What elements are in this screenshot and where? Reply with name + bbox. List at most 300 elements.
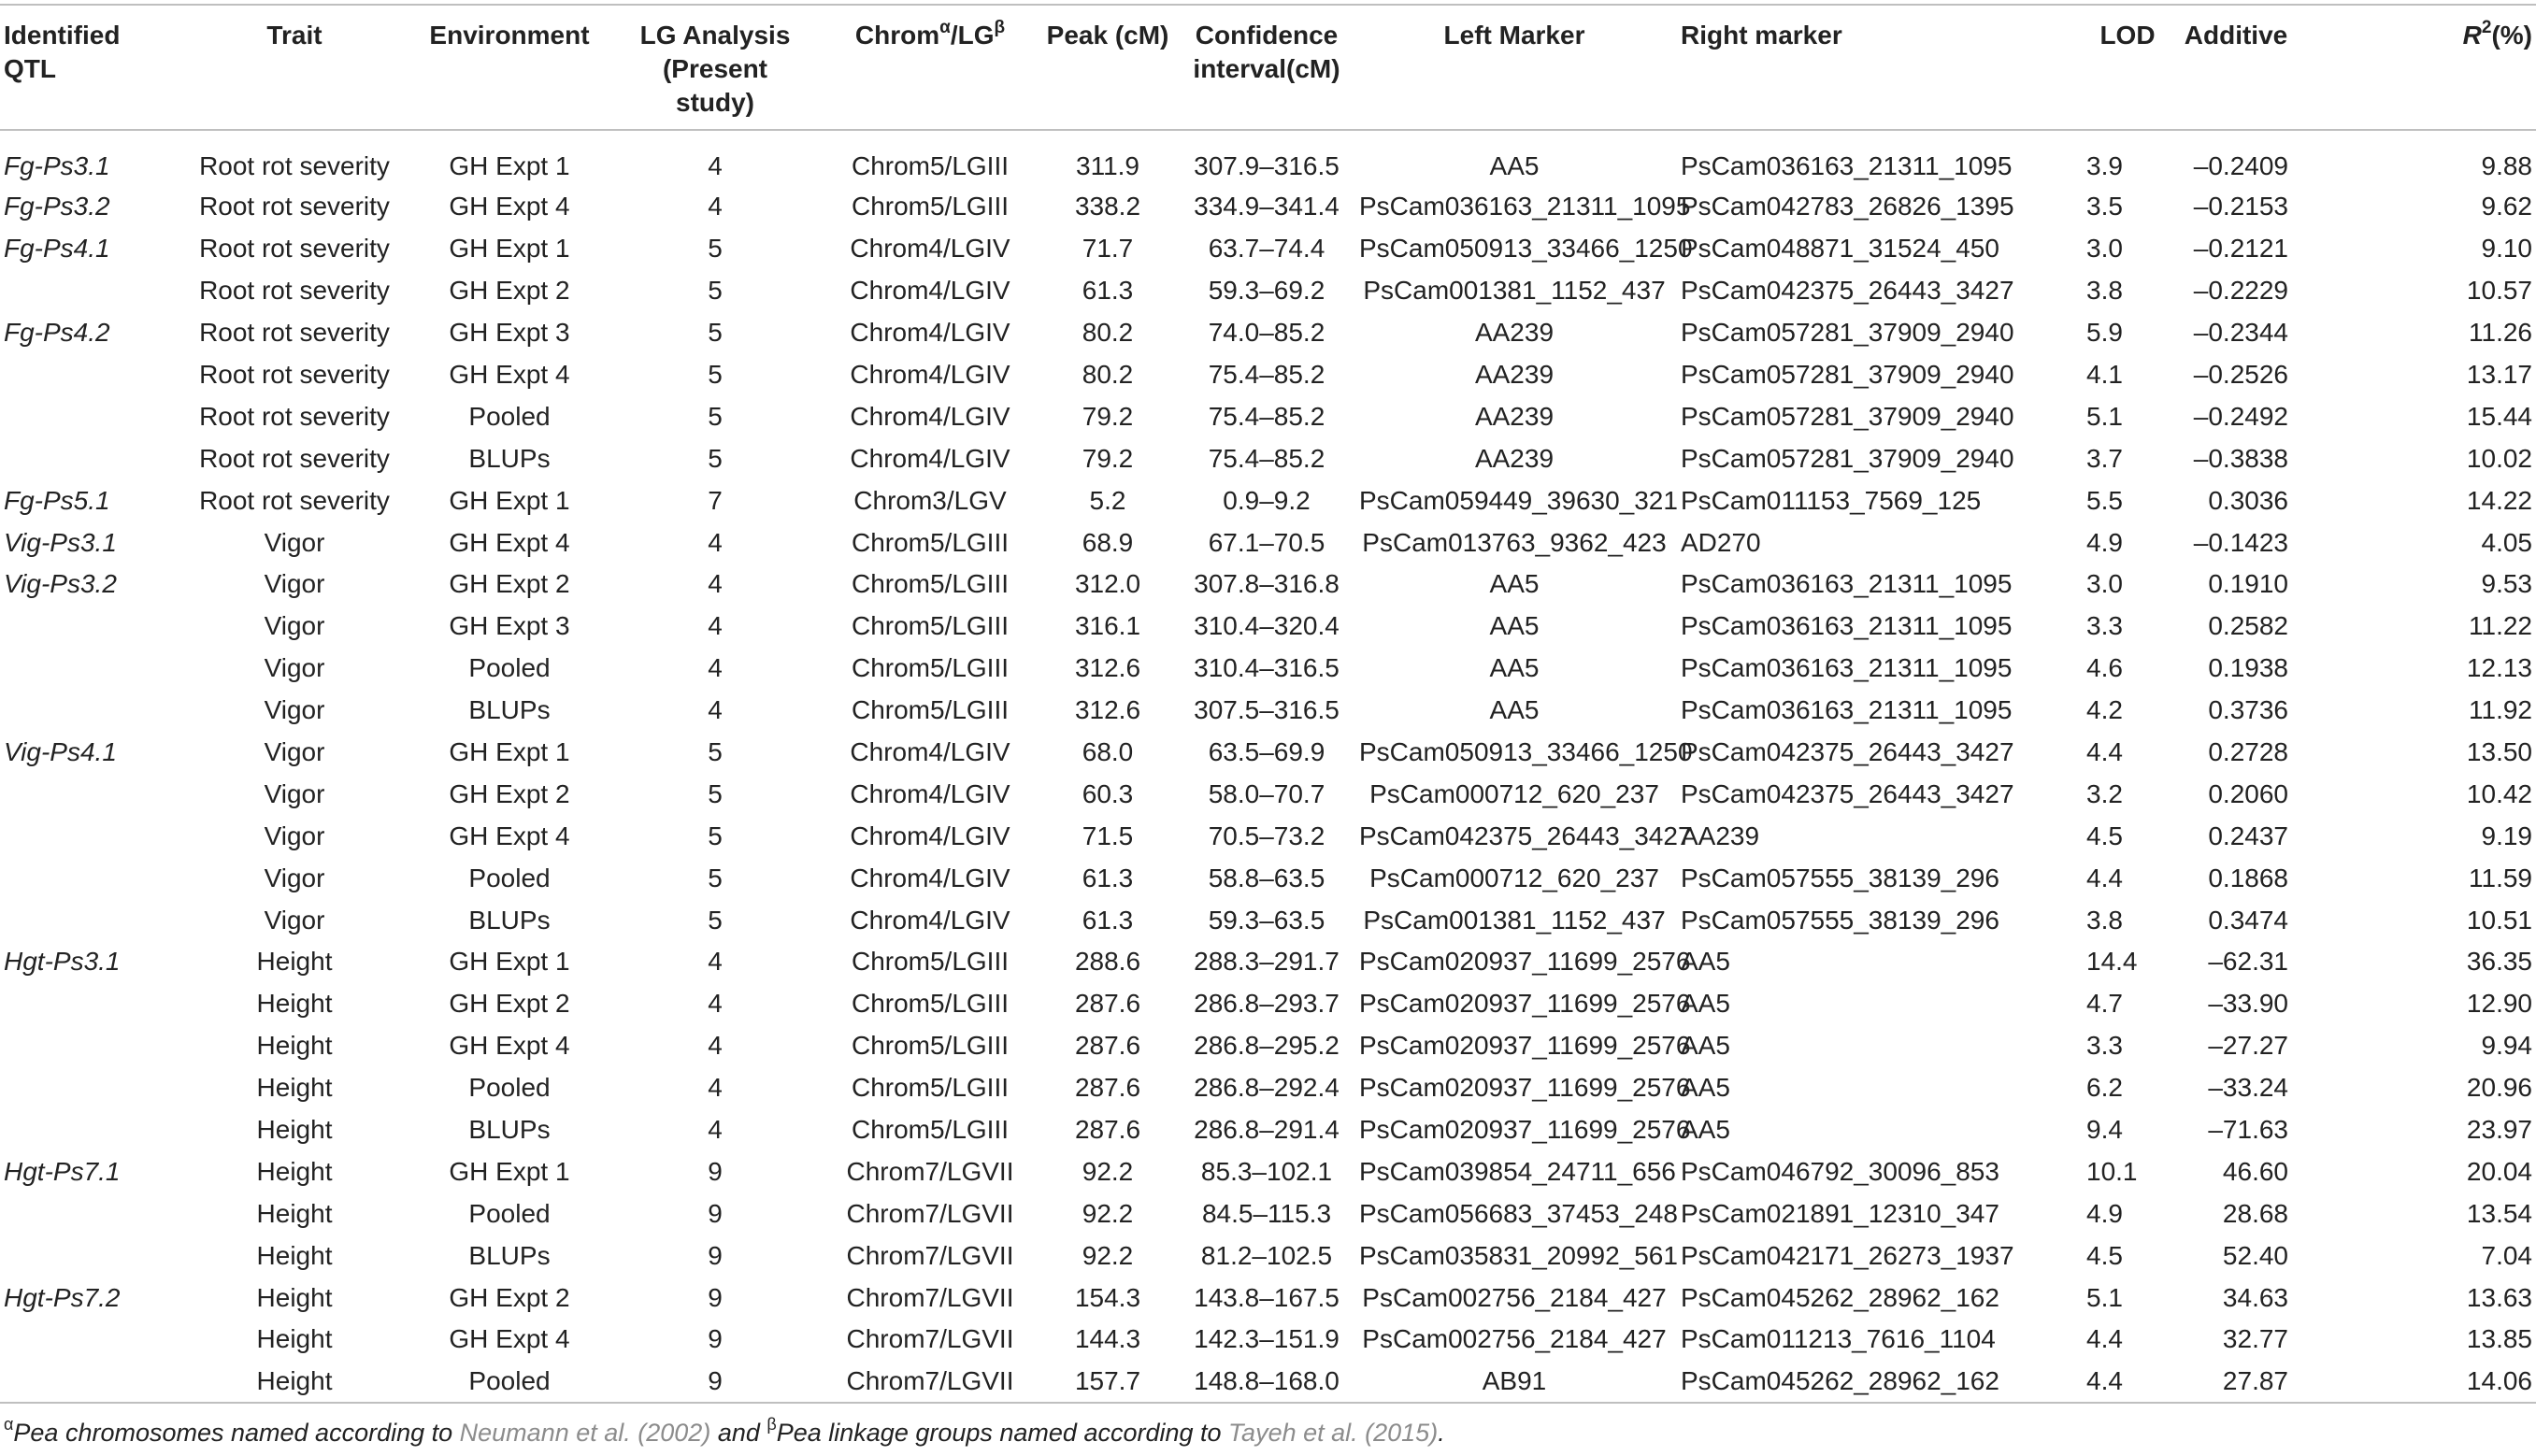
cell-environment: GH Expt 2 (449, 276, 570, 306)
qtl-table (0, 4, 2536, 1404)
cell-confidence-interval: 58.8–63.5 (1208, 863, 1325, 892)
cell-qtl: Fg-Ps3.1 (4, 150, 110, 180)
cell-qtl (0, 648, 178, 690)
cell-peak: 61.3 (1082, 276, 1134, 306)
cell-lod: 5.1 (2086, 1282, 2123, 1312)
cell-qtl (0, 773, 178, 815)
cell-peak: 71.7 (1082, 234, 1134, 264)
table-row (0, 690, 2536, 732)
cell-r2: 13.85 (2466, 1324, 2532, 1354)
cell-additive: 0.2437 (2208, 821, 2288, 850)
cell-peak: 79.2 (1082, 443, 1134, 473)
cell-environment: GH Expt 2 (449, 1282, 570, 1312)
cell-additive: 32.77 (2222, 1324, 2288, 1354)
cell-environment: GH Expt 4 (449, 821, 570, 850)
header-peak: Peak (cM) (1038, 5, 1178, 130)
table-row (0, 773, 2536, 815)
cell-right-marker: PsCam057555_38139_296 (1681, 863, 1999, 892)
table-row (0, 1025, 2536, 1067)
cell-chrom-lg: Chrom5/LGIII (851, 653, 1010, 683)
cell-right-marker: PsCam042375_26443_3427 (1681, 276, 2014, 306)
table-body (0, 130, 2536, 1403)
cell-lg-analysis: 4 (708, 611, 723, 641)
cell-right-marker: PsCam036163_21311_1095 (1681, 569, 2013, 599)
cell-left-marker: PsCam001381_1152_437 (1363, 276, 1666, 306)
cell-chrom-lg: Chrom5/LGIII (851, 569, 1010, 599)
cell-r2: 7.04 (2481, 1240, 2532, 1270)
table-footnote: $^\alpha$Pea chromosomes named according to Neumann et al. (2002) and $^\beta$Pea linkage groups named according to Tayeh et al. (2015). (4, 1415, 1445, 1447)
cell-right-marker: PsCam042375_26443_3427 (1681, 778, 2014, 808)
cell-lod: 5.9 (2086, 318, 2123, 348)
cell-lod: 5.1 (2086, 401, 2123, 431)
cell-trait: Root rot severity (199, 192, 390, 221)
cell-qtl (0, 1025, 178, 1067)
cell-r2: 4.05 (2481, 527, 2532, 557)
cell-right-marker: AA5 (1681, 1115, 1730, 1145)
cell-additive: –0.2121 (2193, 234, 2288, 264)
table-row (0, 606, 2536, 648)
cell-additive: 0.3036 (2208, 485, 2288, 515)
cell-chrom-lg: Chrom7/LGVII (846, 1156, 1014, 1186)
table-row (0, 354, 2536, 396)
cell-r2: 14.22 (2466, 485, 2532, 515)
cell-r2: 9.62 (2481, 192, 2532, 221)
table-row (0, 228, 2536, 270)
cell-trait: Height (256, 1324, 333, 1354)
cell-confidence-interval: 142.3–151.9 (1194, 1324, 1340, 1354)
cell-environment: BLUPs (468, 1115, 551, 1145)
cell-chrom-lg: Chrom4/LGIV (850, 821, 1010, 850)
table-row (0, 1361, 2536, 1403)
cell-r2: 13.54 (2466, 1198, 2532, 1228)
cell-right-marker: AA5 (1681, 989, 1730, 1019)
cell-lg-analysis: 4 (708, 150, 723, 180)
cell-chrom-lg: Chrom5/LGIII (851, 527, 1010, 557)
cell-environment: GH Expt 1 (449, 947, 570, 977)
cell-trait: Root rot severity (199, 485, 390, 515)
header-trait: Trait (178, 5, 411, 130)
cell-lod: 9.4 (2086, 1115, 2123, 1145)
cell-additive: –0.2492 (2193, 401, 2288, 431)
cell-confidence-interval: 70.5–73.2 (1208, 821, 1325, 850)
cell-peak: 157.7 (1038, 1361, 1178, 1403)
cell-trait: Root rot severity (199, 401, 390, 431)
cell-lg-analysis: 5 (708, 863, 723, 892)
cell-qtl (0, 395, 178, 437)
cell-environment: GH Expt 1 (449, 1156, 570, 1186)
cell-additive: –0.2526 (2193, 360, 2288, 389)
cell-additive: 0.2582 (2208, 611, 2288, 641)
cell-peak: 68.0 (1082, 737, 1134, 767)
cell-chrom-lg: Chrom4/LGIV (850, 401, 1010, 431)
cell-trait: Height (256, 947, 333, 977)
table-row (0, 1277, 2536, 1319)
cell-lg-analysis: 4 (708, 192, 723, 221)
table-row (0, 270, 2536, 312)
header-additive: Additive (2171, 5, 2301, 130)
cell-peak: 312.6 (1074, 695, 1141, 725)
cell-lod: 4.5 (2086, 821, 2123, 850)
cell-r2: 20.04 (2466, 1156, 2532, 1186)
cell-environment: Pooled (468, 653, 551, 683)
cell-environment: GH Expt 3 (449, 318, 570, 348)
cell-peak: 79.2 (1082, 401, 1134, 431)
cell-lod: 3.5 (2086, 192, 2123, 221)
cell-trait: Vigor (264, 569, 325, 599)
cell-environment: GH Expt 2 (449, 989, 570, 1019)
cell-confidence-interval: 307.8–316.8 (1194, 569, 1340, 599)
cell-peak: 80.2 (1082, 360, 1134, 389)
table-row (0, 648, 2536, 690)
cell-right-marker: PsCam011213_7616_1104 (1681, 1324, 1996, 1354)
cell-additive: 0.1868 (2208, 863, 2288, 892)
table-row (0, 1192, 2536, 1235)
cell-right-marker: PsCam021891_12310_347 (1681, 1198, 1999, 1228)
cell-lg-analysis: 5 (708, 778, 723, 808)
cell-lg-analysis: 4 (708, 1115, 723, 1145)
cell-qtl (0, 437, 178, 479)
cell-r2: 13.17 (2466, 360, 2532, 389)
cell-confidence-interval: 74.0–85.2 (1208, 318, 1325, 348)
cell-lod: 4.7 (2086, 989, 2123, 1019)
cell-right-marker: AD270 (1681, 527, 1761, 557)
cell-left-marker: PsCam002756_2184_427 (1362, 1282, 1667, 1312)
cell-lg-analysis: 4 (708, 1073, 723, 1103)
cell-environment: GH Expt 1 (449, 737, 570, 767)
cell-confidence-interval: 63.7–74.4 (1208, 234, 1325, 264)
cell-lod: 4.9 (2086, 527, 2123, 557)
cell-left-marker: AA5 (1489, 653, 1540, 683)
table-row (0, 1319, 2536, 1361)
reference-link-tayeh[interactable]: Tayeh et al. (2015) (1228, 1419, 1439, 1447)
cell-trait: Root rot severity (199, 443, 390, 473)
cell-lg-analysis: 5 (708, 905, 723, 935)
cell-left-marker: PsCam020937_11699_2576 (1359, 947, 1691, 977)
cell-lg-analysis: 4 (708, 527, 723, 557)
cell-lg-analysis: 4 (708, 653, 723, 683)
cell-chrom-lg: Chrom4/LGIV (850, 905, 1010, 935)
cell-r2: 10.42 (2466, 778, 2532, 808)
cell-right-marker: PsCam042375_26443_3427 (1681, 737, 2014, 767)
cell-additive: 34.63 (2222, 1282, 2288, 1312)
cell-trait: Vigor (264, 778, 325, 808)
cell-left-marker: PsCam020937_11699_2576 (1359, 1031, 1691, 1061)
cell-left-marker: PsCam020937_11699_2576 (1359, 1073, 1691, 1103)
cell-r2: 15.44 (2466, 401, 2532, 431)
cell-qtl (0, 690, 178, 732)
cell-peak: 80.2 (1082, 318, 1134, 348)
cell-lod: 4.2 (2086, 695, 2123, 725)
cell-trait: Root rot severity (199, 234, 390, 264)
cell-lod: 4.1 (2086, 360, 2123, 389)
cell-right-marker: PsCam048871_31524_450 (1681, 234, 1999, 264)
cell-chrom-lg: Chrom4/LGIV (850, 234, 1010, 264)
header-identified-qtl: Identified QTL (0, 5, 178, 130)
cell-confidence-interval: 286.8–295.2 (1194, 1031, 1340, 1061)
cell-confidence-interval: 0.9–9.2 (1223, 485, 1311, 515)
cell-additive: –62.31 (2208, 947, 2288, 977)
cell-confidence-interval: 288.3–291.7 (1194, 947, 1340, 977)
cell-trait: Root rot severity (199, 360, 390, 389)
cell-confidence-interval: 81.2–102.5 (1200, 1240, 1333, 1270)
cell-confidence-interval: 75.4–85.2 (1208, 401, 1325, 431)
cell-environment: GH Expt 4 (449, 1031, 570, 1061)
cell-trait: Root rot severity (199, 276, 390, 306)
cell-left-marker: AA239 (1474, 401, 1555, 431)
cell-trait: Vigor (264, 695, 325, 725)
table-row (0, 521, 2536, 564)
cell-qtl: Hgt-Ps7.1 (4, 1156, 121, 1186)
cell-right-marker: PsCam036163_21311_1095 (1681, 150, 2013, 180)
cell-r2: 11.26 (2469, 318, 2532, 348)
cell-right-marker: PsCam045262_28962_162 (1673, 1361, 2085, 1403)
cell-environment: BLUPs (468, 1240, 551, 1270)
cell-peak: 287.6 (1074, 989, 1141, 1019)
cell-additive: –27.27 (2208, 1031, 2288, 1061)
cell-right-marker: PsCam057281_37909_2940 (1681, 318, 2014, 348)
header-lg-analysis: LG Analysis (Present study) (608, 5, 823, 130)
cell-trait: Height (256, 1282, 333, 1312)
cell-qtl: Vig-Ps3.2 (4, 569, 117, 599)
cell-chrom-lg: Chrom5/LGIII (851, 1031, 1010, 1061)
cell-lod: 4.5 (2086, 1240, 2123, 1270)
cell-left-marker: PsCam050913_33466_1250 (1359, 737, 1693, 767)
table-row (0, 437, 2536, 479)
cell-qtl (0, 354, 178, 396)
cell-chrom-lg: Chrom5/LGIII (851, 611, 1010, 641)
cell-additive: 46.60 (2222, 1156, 2288, 1186)
cell-environment: Pooled (468, 863, 551, 892)
table-row (0, 1235, 2536, 1277)
table-header-row (0, 5, 2536, 130)
cell-left-marker: AA5 (1489, 150, 1540, 180)
cell-peak: 312.0 (1074, 569, 1141, 599)
cell-right-marker: PsCam045262_28962_162 (1681, 1282, 1999, 1312)
cell-qtl (0, 983, 178, 1025)
cell-environment: Pooled (411, 1361, 608, 1403)
cell-left-marker: AA239 (1474, 360, 1555, 389)
cell-qtl (0, 815, 178, 857)
cell-r2: 13.50 (2466, 737, 2532, 767)
cell-chrom-lg: Chrom4/LGIV (850, 276, 1010, 306)
cell-lg-analysis: 9 (708, 1198, 723, 1228)
cell-right-marker: PsCam057281_37909_2940 (1681, 401, 2014, 431)
cell-environment: Pooled (468, 401, 551, 431)
cell-trait: Vigor (264, 737, 325, 767)
cell-lod: 3.7 (2086, 443, 2123, 473)
cell-lod: 4.4 (2086, 863, 2123, 892)
cell-trait: Vigor (264, 821, 325, 850)
cell-lg-analysis: 5 (708, 443, 723, 473)
cell-chrom-lg: Chrom5/LGIII (851, 1073, 1010, 1103)
cell-right-marker: AA239 (1681, 821, 1760, 850)
cell-peak: 338.2 (1074, 192, 1141, 221)
cell-left-marker: AA5 (1489, 695, 1540, 725)
cell-qtl: Vig-Ps3.1 (4, 527, 117, 557)
cell-qtl: Fg-Ps4.2 (4, 318, 110, 348)
cell-chrom-lg: Chrom3/LGV (853, 485, 1007, 515)
cell-qtl (0, 1361, 178, 1403)
cell-lg-analysis: 5 (708, 401, 723, 431)
cell-qtl (0, 606, 178, 648)
cell-additive: –0.2229 (2193, 276, 2288, 306)
cell-trait: Height (178, 1361, 411, 1403)
cell-lg-analysis: 4 (708, 989, 723, 1019)
cell-confidence-interval: 310.4–320.4 (1194, 611, 1340, 641)
cell-lod: 6.2 (2086, 1073, 2123, 1103)
cell-additive: 0.1938 (2208, 653, 2288, 683)
cell-confidence-interval: 286.8–291.4 (1194, 1115, 1340, 1145)
cell-left-marker: AA5 (1489, 611, 1540, 641)
cell-left-marker: PsCam000712_620_237 (1369, 778, 1659, 808)
cell-r2: 11.22 (2469, 611, 2532, 641)
cell-left-marker: PsCam056683_37453_248 (1359, 1198, 1678, 1228)
cell-r2: 9.19 (2481, 821, 2532, 850)
cell-peak: 287.6 (1074, 1115, 1141, 1145)
table-row (0, 479, 2536, 521)
cell-environment: GH Expt 4 (449, 1324, 570, 1354)
cell-peak: 92.2 (1082, 1156, 1134, 1186)
cell-environment: BLUPs (468, 695, 551, 725)
cell-r2: 11.59 (2469, 863, 2532, 892)
cell-additive: 27.87 (2171, 1361, 2301, 1403)
cell-qtl: Hgt-Ps7.2 (4, 1282, 121, 1312)
cell-trait: Height (256, 1073, 333, 1103)
cell-chrom-lg: Chrom5/LGIII (851, 947, 1010, 977)
cell-peak: 92.2 (1082, 1240, 1134, 1270)
cell-confidence-interval: 143.8–167.5 (1194, 1282, 1340, 1312)
cell-lg-analysis: 7 (708, 485, 723, 515)
cell-additive: 0.3736 (2208, 695, 2288, 725)
cell-peak: 316.1 (1074, 611, 1141, 641)
cell-right-marker: PsCam042171_26273_1937 (1681, 1240, 2014, 1270)
cell-r2: 9.10 (2481, 234, 2532, 264)
cell-additive: –0.2409 (2193, 150, 2288, 180)
cell-confidence-interval: 85.3–102.1 (1200, 1156, 1333, 1186)
cell-environment: GH Expt 1 (449, 234, 570, 264)
table-row (0, 815, 2536, 857)
cell-chrom-lg: Chrom7/LGVII (846, 1240, 1014, 1270)
cell-lg-analysis: 5 (708, 737, 723, 767)
cell-left-marker: AA239 (1474, 443, 1555, 473)
cell-trait: Height (256, 1156, 333, 1186)
cell-environment: GH Expt 3 (449, 611, 570, 641)
header-chrom-lg: $Chrom^\alpha/LG^\beta$ (823, 5, 1038, 130)
reference-link-neumann[interactable]: Neumann et al. (2002) (459, 1419, 711, 1447)
cell-confidence-interval: 334.9–341.4 (1194, 192, 1340, 221)
cell-lg-analysis: 9 (708, 1324, 723, 1354)
cell-lg-analysis: 9 (608, 1361, 823, 1403)
cell-left-marker: PsCam042375_26443_3427 (1359, 821, 1693, 850)
cell-lod: 4.4 (2086, 1324, 2123, 1354)
cell-r2: 36.35 (2466, 947, 2532, 977)
cell-right-marker: PsCam036163_21311_1095 (1681, 611, 2013, 641)
cell-chrom-lg: Chrom7/LGVII (846, 1198, 1014, 1228)
cell-right-marker: PsCam057555_38139_296 (1681, 905, 1999, 935)
table-row (0, 130, 2536, 186)
table-row (0, 1067, 2536, 1109)
cell-right-marker: PsCam036163_21311_1095 (1681, 653, 2013, 683)
cell-additive: 0.3474 (2208, 905, 2288, 935)
cell-confidence-interval: 59.3–69.2 (1208, 276, 1325, 306)
cell-lod: 4.4 (2086, 737, 2123, 767)
cell-environment: Pooled (468, 1198, 551, 1228)
cell-peak: 311.9 (1076, 150, 1139, 180)
cell-confidence-interval: 310.4–316.5 (1194, 653, 1340, 683)
cell-lg-analysis: 5 (708, 318, 723, 348)
cell-lod: 4.4 (2085, 1361, 2171, 1403)
cell-lg-analysis: 9 (708, 1240, 723, 1270)
cell-lod: 3.8 (2086, 276, 2123, 306)
cell-qtl (0, 1192, 178, 1235)
cell-peak: 61.3 (1082, 863, 1134, 892)
cell-additive: 0.2060 (2208, 778, 2288, 808)
cell-additive: 52.40 (2222, 1240, 2288, 1270)
cell-trait: Height (256, 1031, 333, 1061)
cell-confidence-interval: 307.5–316.5 (1194, 695, 1340, 725)
cell-qtl: Fg-Ps4.1 (4, 234, 110, 264)
cell-trait: Height (256, 1115, 333, 1145)
cell-r2: 9.53 (2481, 569, 2532, 599)
cell-right-marker: PsCam042783_26826_1395 (1681, 192, 2014, 221)
cell-confidence-interval: 75.4–85.2 (1208, 443, 1325, 473)
cell-trait: Vigor (264, 905, 325, 935)
cell-lod: 10.1 (2086, 1156, 2138, 1186)
cell-peak: 68.9 (1082, 527, 1134, 557)
cell-environment: GH Expt 2 (449, 569, 570, 599)
cell-lod: 5.5 (2086, 485, 2123, 515)
cell-lod: 4.6 (2086, 653, 2123, 683)
cell-confidence-interval: 75.4–85.2 (1208, 360, 1325, 389)
cell-chrom-lg: Chrom5/LGIII (851, 989, 1010, 1019)
cell-additive: –33.90 (2208, 989, 2288, 1019)
cell-left-marker: PsCam020937_11699_2576 (1359, 989, 1691, 1019)
table-row (0, 732, 2536, 774)
cell-chrom-lg: Chrom4/LGIV (850, 318, 1010, 348)
cell-environment: GH Expt 4 (449, 192, 570, 221)
table-row (0, 1109, 2536, 1151)
cell-left-marker: PsCam059449_39630_321 (1359, 485, 1678, 515)
cell-environment: BLUPs (468, 905, 551, 935)
cell-right-marker: PsCam036163_21311_1095 (1681, 695, 2013, 725)
table-row (0, 395, 2536, 437)
cell-environment: Pooled (468, 1073, 551, 1103)
cell-right-marker: PsCam057281_37909_2940 (1681, 443, 2014, 473)
cell-peak: 60.3 (1082, 778, 1134, 808)
cell-qtl: Fg-Ps5.1 (4, 485, 110, 515)
cell-chrom-lg: Chrom7/LGVII (823, 1361, 1038, 1403)
cell-peak: 312.6 (1074, 653, 1141, 683)
cell-r2: 23.97 (2466, 1115, 2532, 1145)
table-row (0, 312, 2536, 354)
cell-r2: 20.96 (2466, 1073, 2532, 1103)
cell-lod: 3.3 (2086, 611, 2123, 641)
cell-r2: 9.88 (2481, 150, 2532, 180)
cell-confidence-interval: 59.3–63.5 (1208, 905, 1325, 935)
cell-qtl (0, 1109, 178, 1151)
cell-r2: 13.63 (2466, 1282, 2532, 1312)
cell-additive: 28.68 (2222, 1198, 2288, 1228)
cell-qtl (0, 270, 178, 312)
cell-r2: 10.02 (2466, 443, 2532, 473)
cell-lg-analysis: 5 (708, 234, 723, 264)
cell-confidence-interval: 58.0–70.7 (1208, 778, 1325, 808)
cell-chrom-lg: Chrom4/LGIV (850, 778, 1010, 808)
cell-lod: 14.4 (2086, 947, 2138, 977)
cell-left-marker: PsCam036163_21311_1095 (1359, 192, 1691, 221)
cell-lg-analysis: 5 (708, 276, 723, 306)
cell-additive: –0.2153 (2193, 192, 2288, 221)
